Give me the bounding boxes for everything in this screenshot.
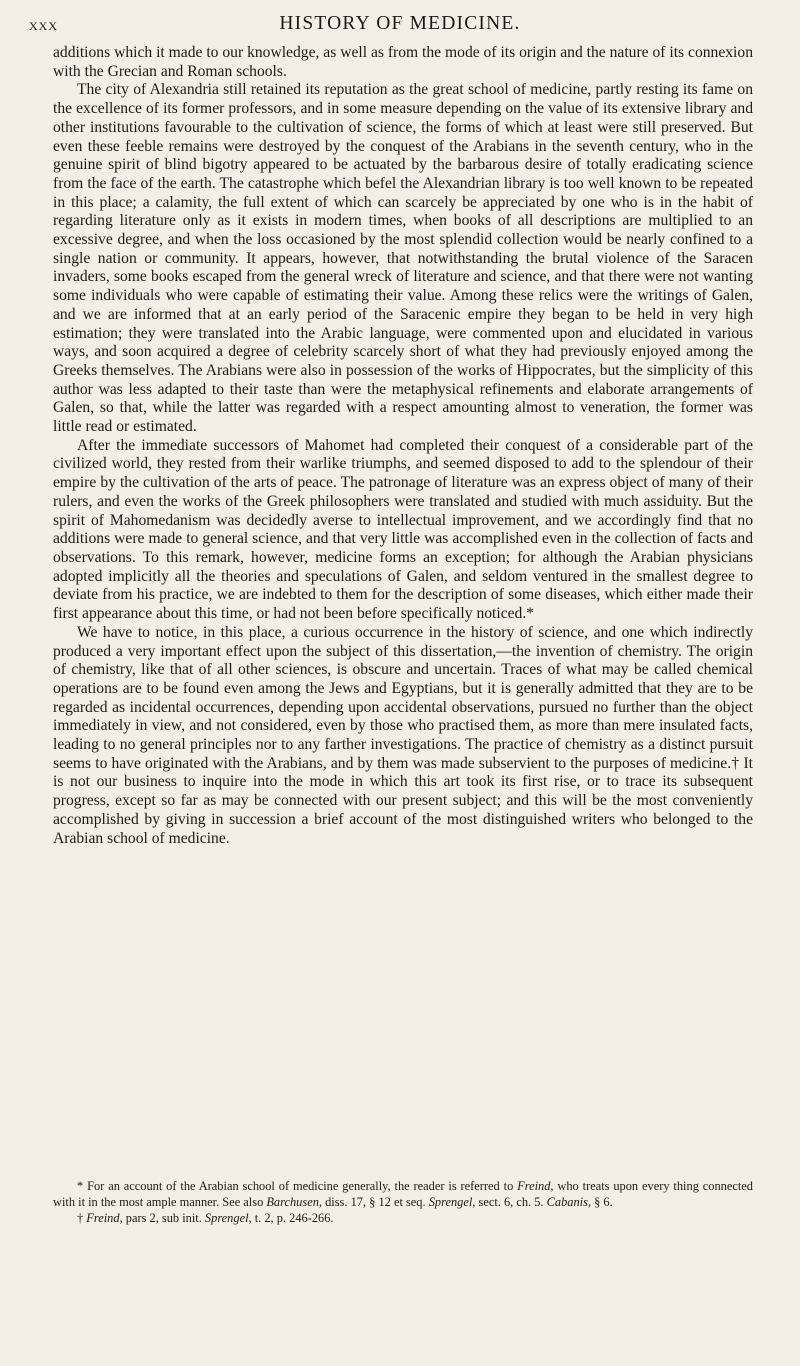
page-header: [29, 13, 771, 39]
paragraph: After the immediate successors of Mahomet had completed their conquest of a considerable part of the civilized world, they rested from their warlike triumphs, and seemed disposed to add to the splendour of their empire by the cultivation of the arts of peace. The patronage of literature was an express object of many of their rulers, and even the works of the Greek philosophers were translated and studied with much assiduity. But the spirit of Mahomedanism was decidedly averse to intellectual improvement, and we accordingly find that no additions were made to general science, and that very little was accomplished even in the collection of facts and observations. To this remark, however, medicine forms an exception; for although the Arabian physicians adopted implicitly all the theories and speculations of Galen, and seldom ventured in the smallest degree to deviate from his practice, we are indebted to them for the description of some diseases, which either made their first appearance about this time, or had not been before specifically noticed.*: [53, 436, 753, 623]
paragraph: The city of Alexandria still retained its reputation as the great school of medicine, partly resting its fame on the excellence of its former professors, and in some measure depending on the value of its extensive library and other institutions favourable to the cultivation of science, the forms of which at least were still preserved. But even these feeble remains were destroyed by the conquest of the Arabians in the seventh century, who in the genuine spirit of blind bigotry appeared to be actuated by the barbarous desire of totally eradicating science from the face of the earth. The catastrophe which befel the Alexandrian library is too well known to be repeated in this place; a calamity, the full extent of which can scarcely be appreciated by one who is in the habit of regarding literature only as it exists in modern times, when books of all descriptions are multiplied to an excessive degree, and when the loss occasioned by the most splendid collection would be nearly confined to a single nation or community. It appears, however, that notwithstanding the brutal violence of the Saracen invaders, some books escaped from the general wreck of literature and science, and that there were not wanting some individuals who were capable of estimating their value. Among these relics were the writings of Galen, and we are informed that at an early period of the Saracenic empire they began to be held in very high estimation; they were translated into the Arabic language, were commented upon and elucidated in various ways, and soon acquired a degree of celebrity scarcely short of what they had previously enjoyed among the Greeks themselves. The Arabians were also in possession of the works of Hippocrates, but the simplicity of this author was less adapted to their taste than were the metaphysical refinements and elaborate arrangements of Galen, so that, while the latter was regarded with a respect amounting almost to veneration, the former was little read or estimated.: [53, 81, 753, 436]
paragraph: We have to notice, in this place, a curious occurrence in the history of science, and one which indirectly produced a very important effect upon the subject of this dissertation,—the invention of chemistry. The origin of chemistry, like that of all other sciences, is obscure and uncertain. Traces of what may be called chemical operations are to be found even among the Jews and Egyptians, but it is generally admitted that they are to be regarded as incidental occurrences, depending upon accidental observations, pursued no further than the object immediately in view, and not considered, even by those who practised them, as more than mere insulated facts, leading to no general principles nor to any farther investigations. The practice of chemistry as a distinct pursuit seems to have originated with the Arabians, and by them was made subservient to the purposes of medicine.† It is not our business to inquire into the mode in which this art took its first rise, or to trace its subsequent progress, except so far as may be connected with our present subject; and this will be the most conveniently accomplished by giving in succession a brief account of the most distinguished writers who belonged to the Arabian school of medicine.: [53, 623, 753, 847]
paragraph: additions which it made to our knowledge, as well as from the mode of its origin and the nature of its connexion with the Grecian and Roman schools.: [53, 44, 753, 80]
page-number: XXX: [29, 19, 58, 33]
running-title: HISTORY OF MEDICINE.: [279, 13, 521, 34]
footnotes: [53, 1178, 753, 1227]
footnote: † Freind, pars 2, sub init. Sprengel, t. 2, p. 246-266.: [77, 1211, 334, 1226]
footnote: * For an account of the Arabian school of medicine generally, the reader is referred to Freind, who treats upon every thing connected with it in the most ample manner. See also Barchusen, diss. 17, § 12 et seq. Sprengel, sect. 6, ch. 5. Cabanis, § 6.: [53, 1179, 753, 1210]
body-text: [53, 44, 753, 848]
